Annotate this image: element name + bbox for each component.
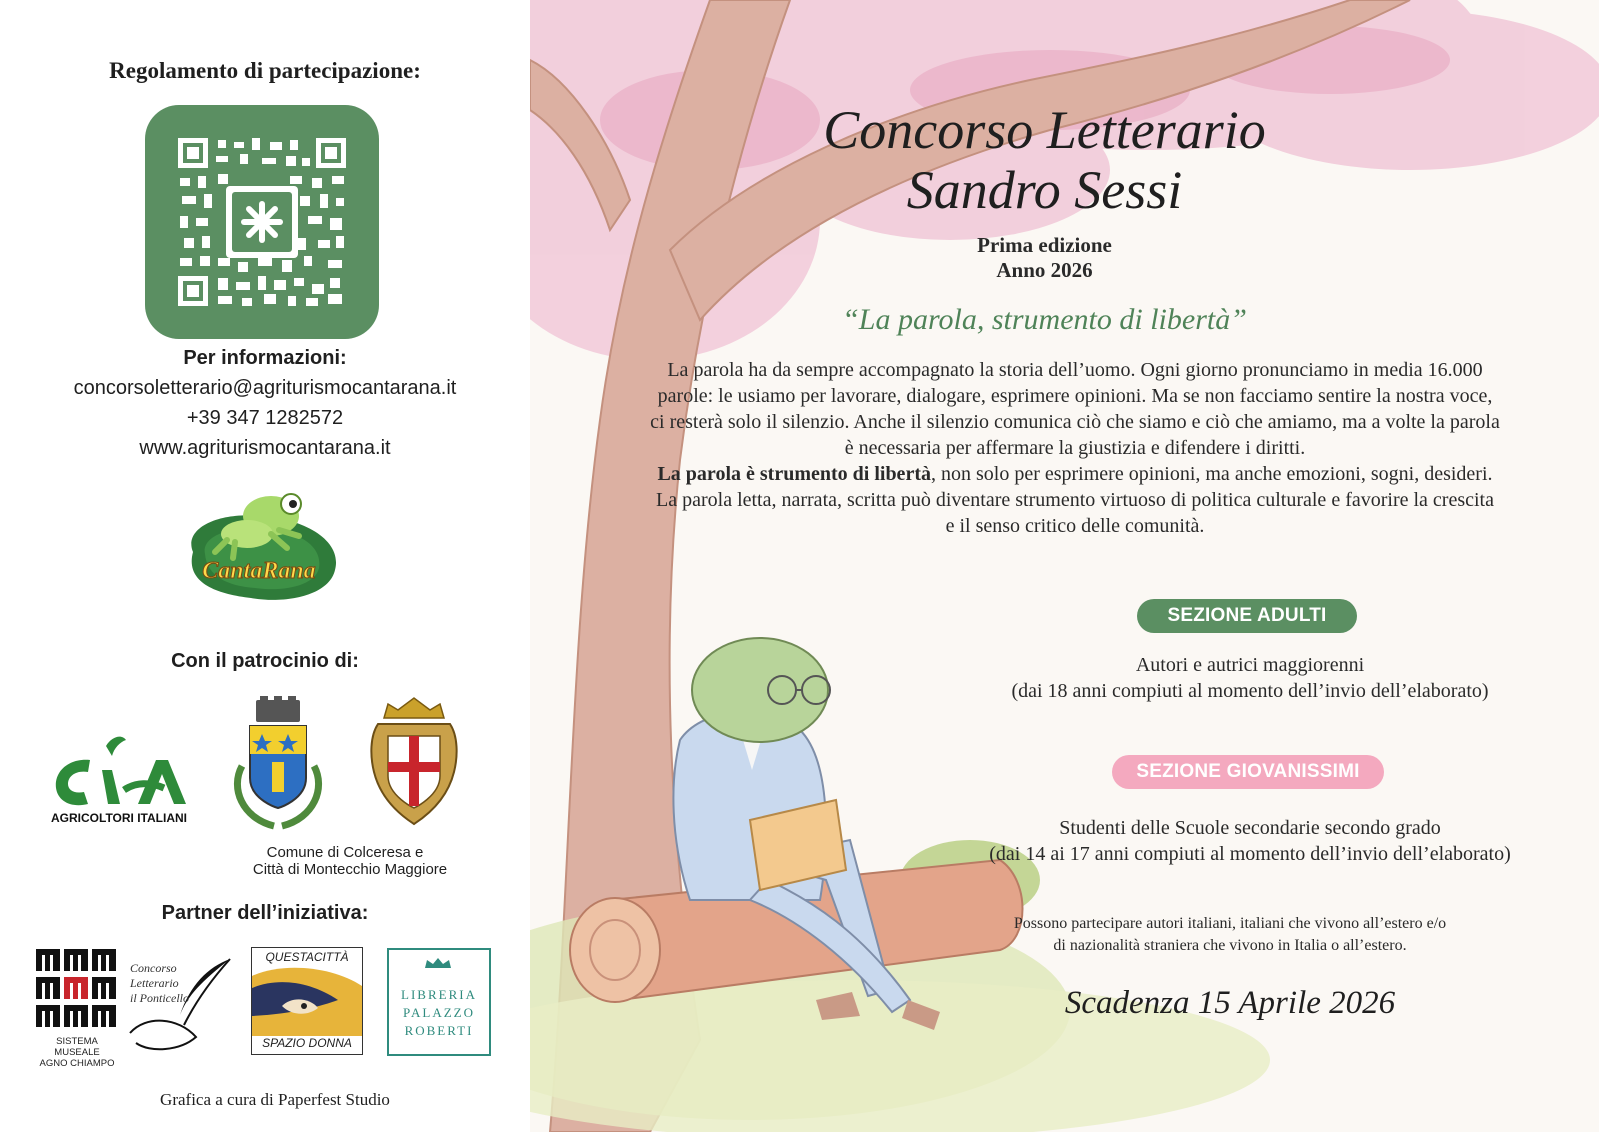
colceresa-crest-icon	[222, 696, 334, 836]
title-line-1: Concorso Letterario	[823, 100, 1266, 160]
woman-face-icon	[252, 966, 362, 1036]
giovani-description	[920, 815, 1580, 867]
credits: Grafica a cura di Paperfest Studio	[160, 1090, 390, 1109]
phone-number: +39 347 1282572	[186, 407, 344, 429]
body-after-bold: , non solo per esprimere opinioni, ma anche emozioni, sogni, desideri.	[930, 463, 1493, 485]
motto: “La parola, strumento di libertà”	[842, 303, 1247, 336]
spazio-donna-label: SPAZIO DONNA	[252, 1036, 362, 1050]
sistema-museale-line-1: SISTEMA MUSEALE	[54, 1036, 100, 1058]
adulti-line-1: Autori e autrici maggiorenni	[1135, 654, 1365, 676]
partner-title: Partner dell’iniziativa:	[161, 902, 369, 924]
body-text	[570, 357, 1580, 539]
patrocinio-title: Con il patrocinio di:	[171, 650, 359, 672]
giovani-line-2: (dai 14 ai 17 anni compiuti al momento dell’invio dell’elaborato)	[989, 843, 1511, 865]
adulti-description	[950, 652, 1550, 704]
cia-logo-text: AGRICOLTORI ITALIANI	[51, 811, 187, 825]
body-line-2: parole: le usiamo per lavorare, dialogare, esprimere opinioni. Ma se non facciamo sentire la nostra voce,	[657, 385, 1493, 407]
website-link[interactable]: www.agriturismocantarana.it	[139, 437, 391, 459]
body-line-3: ci resterà solo il silenzio. Anche il silenzio comunica ciò che siamo e ciò che amiamo, ma a volte la parola	[650, 411, 1500, 433]
qr-code-icon	[178, 138, 346, 306]
body-line-1: La parola ha da sempre accompagnato la storia dell’uomo. Ogni giorno pronunciamo in media 16.000	[667, 359, 1483, 381]
libreria-line-1: LIBRERIA	[401, 987, 477, 1002]
libreria-line-2: PALAZZO	[402, 1005, 476, 1020]
sezione-adulti-badge: SEZIONE ADULTI	[1137, 599, 1357, 633]
comuni-line-1: Comune di Colceresa e	[266, 844, 424, 861]
email-link[interactable]: concorsoletterario@agriturismocantarana.it	[73, 377, 457, 399]
body-line-5	[570, 461, 1580, 487]
libreria-line-3: ROBERTI	[404, 1023, 474, 1038]
info-title: Per informazioni:	[183, 347, 347, 369]
comuni-line-2: Città di Montecchio Maggiore	[252, 861, 448, 878]
note-line-2: di nazionalità straniera che vivono in Italia o all’estero.	[1053, 937, 1407, 954]
participation-note	[950, 913, 1510, 957]
regolamento-title: Regolamento di partecipazione:	[109, 58, 421, 83]
ponticello-line-1: Concorso	[130, 961, 177, 975]
sistema-museale-logo	[34, 947, 120, 1069]
sezione-giovanissimi-badge: SEZIONE GIOVANISSIMI	[1112, 755, 1384, 789]
comuni-caption	[0, 844, 530, 878]
cia-logo	[50, 730, 188, 826]
libreria-palazzo-roberti-logo	[387, 948, 491, 1056]
questacitta-title: QUESTACITTÀ	[265, 950, 349, 964]
body-line-7: e il senso critico delle comunità.	[945, 515, 1205, 537]
contest-title	[530, 100, 1559, 220]
questacitta-logo	[251, 947, 363, 1055]
cantarana-logo	[175, 478, 345, 606]
bookshop-crest-icon	[423, 956, 453, 970]
giovani-line-1: Studenti delle Scuole secondarie secondo grado	[1059, 817, 1441, 839]
ponticello-logo	[126, 955, 238, 1055]
body-line-6: La parola letta, narrata, scritta può diventare strumento virtuoso di politica culturale e favorire la crescita	[656, 489, 1494, 511]
note-line-1: Possono partecipare autori italiani, italiani che vivono all’estero e/o	[1013, 915, 1447, 932]
sistema-museale-line-2: AGNO CHIAMPO	[39, 1058, 115, 1069]
cantarana-logo-text: CantaRana	[202, 558, 316, 584]
adulti-line-2: (dai 18 anni compiuti al momento dell’invio dell’elaborato)	[1011, 680, 1489, 702]
edition: Prima edizione	[977, 233, 1112, 257]
title-line-2: Sandro Sessi	[906, 160, 1183, 220]
year: Anno 2026	[996, 258, 1093, 282]
info-panel	[0, 0, 530, 1132]
sistema-museale-icon	[34, 947, 120, 1029]
body-line-4: è necessaria per affermare la giustizia e difendere i diritti.	[844, 437, 1306, 459]
ponticello-line-2: Letterario	[130, 976, 179, 990]
body-bold-phrase: La parola è strumento di libertà	[657, 463, 931, 485]
qr-code[interactable]	[145, 105, 379, 339]
edition-block	[530, 233, 1559, 283]
deadline: Scadenza 15 Aprile 2026	[1064, 985, 1396, 1021]
contest-panel	[530, 0, 1599, 1132]
ponticello-line-3: il Ponticello	[130, 991, 189, 1005]
montecchio-crest-icon	[368, 696, 460, 830]
